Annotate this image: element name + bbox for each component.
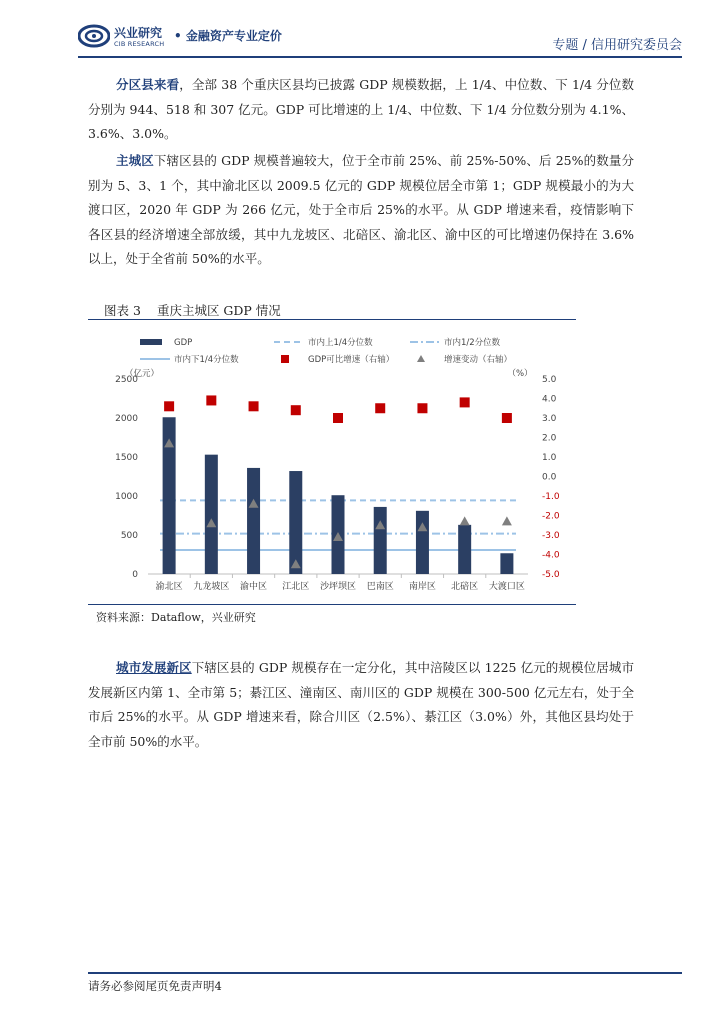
right-axis-tick-label: 1.0 [542,453,557,463]
category-label: 大渡口区 [488,582,525,592]
figure-number: 图表 3 [104,303,141,318]
right-axis-tick-label: 3.0 [542,414,557,424]
brand-name: 兴业研究 [114,26,163,40]
brand-slogan: • 金融资产专业定价 [174,29,282,43]
category-label: 沙坪坝区 [319,582,357,592]
gdp-bar [247,468,260,574]
change-marker [460,516,470,525]
footer-disclaimer: 请务必参阅尾页免责声明4 [88,979,222,993]
legend-label: 增速变动（右轴） [444,355,513,365]
right-axis-tick-label: -5.0 [542,570,560,580]
gdp-bar [416,511,429,574]
growth-marker [417,403,427,413]
left-axis-tick-label: 500 [120,531,138,541]
legend-swatch-growth [281,355,289,363]
report-category: 专题 / 信用研究委员会 [552,38,682,53]
paragraph-lead: 主城区 [116,153,154,168]
growth-marker [460,397,470,407]
figure-source: 资料来源：Dataflow，兴业研究 [96,611,256,624]
right-axis-tick-label: 4.0 [542,394,557,405]
left-axis-unit: （亿元） [124,369,160,379]
right-axis-tick-label: -1.0 [542,492,560,502]
category-label: 渝中区 [240,582,268,592]
legend-label: 市内1/2分位数 [444,338,501,348]
gdp-bar [289,471,302,574]
left-axis-tick-label: 2000 [115,414,138,424]
brand-english: CIB RESEARCH [114,40,165,48]
figure-caption [104,301,281,319]
growth-marker [164,401,174,411]
legend-label: GDP可比增速（右轴） [308,355,395,365]
category-label: 九龙坡区 [193,582,230,592]
legend-swatch-change [417,355,425,362]
growth-marker [333,413,343,423]
paragraph-text: 下辖区县的 GDP 规模普遍较大，位于全市前 25%、前 25%-50%、后 25%的数量分别为 5、3、1 个，其中渝北区以 2009.5 亿元的 GDP 规模位居全市第 1；GDP 规模最小的为大渡口区，2020 年 GDP 为 266 亿元，处于全市后 25%的水平。从 GDP 增速来看，疫情影响下各区县的经济增速全部放缓，其中九龙坡区、北碚区、渝北区、渝中区的可比增速仍保持在 3.6%以上，处于全省前 50%的水平。 [88,153,634,266]
cib-logo-icon [78,24,110,48]
growth-marker [249,401,259,411]
right-axis-tick-label: 0.0 [542,472,557,483]
left-axis-tick-label: 1000 [115,492,138,502]
gdp-bar [500,553,513,574]
left-axis-tick-label: 1500 [115,453,138,463]
growth-marker [375,403,385,413]
category-label: 南岸区 [408,582,436,592]
right-axis-tick-label: 5.0 [542,375,557,385]
legend-label: 市内上1/4分位数 [308,338,373,348]
footer-divider [88,972,682,974]
left-axis-tick-label: 2500 [115,375,138,385]
gdp-chart [88,322,576,606]
paragraph-text: 下辖区县的 GDP 规模存在一定分化，其中涪陵区以 1225 亿元的规模位居城市发展新区内第 1、全市第 5；綦江区、潼南区、南川区的 GDP 规模在 300-500 亿元左右，处于全市后 25%的水平。从 GDP 增速来看，除合川区（2.5%）、綦江区（3.0%）外，其他区县均处于全市前 50%的水平。 [88,660,634,749]
gdp-bar [458,525,471,574]
right-axis-tick-label: -3.0 [542,531,560,541]
gdp-bar [205,455,218,574]
category-label: 巴南区 [366,582,394,592]
right-axis-tick-label: -4.0 [542,550,560,561]
paragraph-lead: 分区县来看 [116,77,180,92]
legend-label: 市内下1/4分位数 [174,355,239,365]
growth-marker [206,395,216,405]
figure-top-rule [88,319,576,320]
category-label: 渝北区 [155,582,183,592]
right-axis-unit: （%） [507,369,533,379]
paragraph-county-overview [88,73,634,147]
page-header [78,22,682,56]
category-label: 江北区 [282,582,310,592]
left-axis-tick-label: 0 [132,570,138,580]
right-axis-tick-label: -2.0 [542,511,560,522]
legend-label: GDP [174,338,193,348]
change-marker [502,516,512,525]
category-label: 北碚区 [451,582,479,592]
header-divider [78,56,682,58]
right-axis-tick-label: 2.0 [542,433,557,444]
growth-marker [291,405,301,415]
paragraph-main-urban [88,149,634,272]
paragraph-text: ，全部 38 个重庆区县均已披露 GDP 规模数据，上 1/4、中位数、下 1/4 分位数分别为 944、518 和 307 亿元。GDP 可比增速的上 1/4、中位数、下 1/4 分位数分别为 4.1%、3.6%、3.0%。 [88,77,634,141]
paragraph-new-districts [88,656,634,754]
legend-swatch-gdp [140,339,162,345]
growth-marker [502,413,512,423]
gdp-bar [374,507,387,574]
paragraph-lead: 城市发展新区 [116,660,192,675]
figure-title: 重庆主城区 GDP 情况 [156,303,281,318]
figure-bottom-rule [88,604,576,605]
